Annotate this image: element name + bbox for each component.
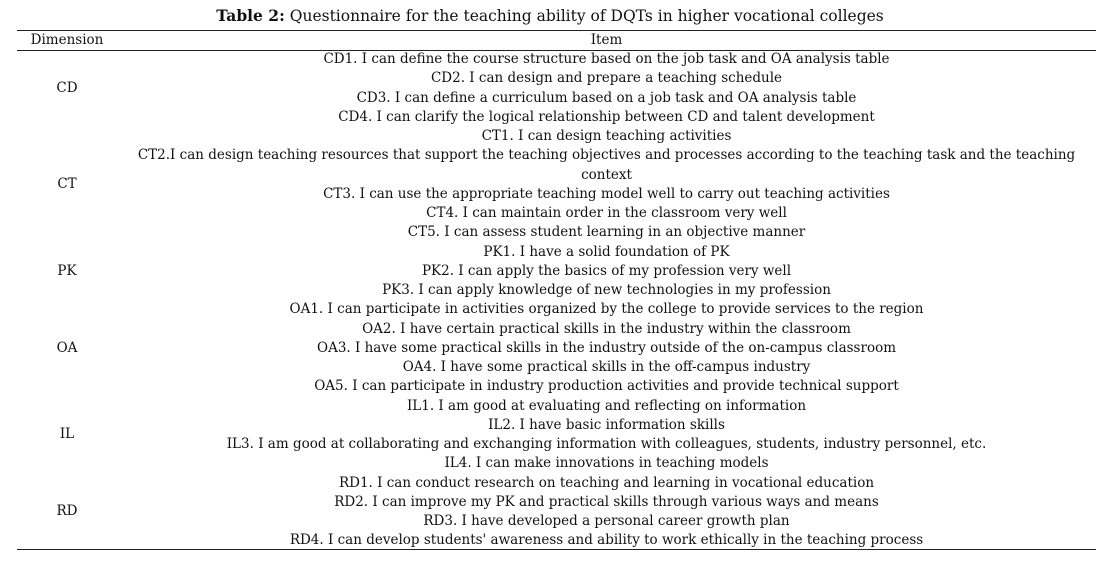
table-bottom-rule (17, 549, 1096, 550)
dimension-group (17, 243, 1096, 301)
item-cell: IL1. I am good at evaluating and reflecting on information (406, 397, 807, 414)
table-header-row (17, 30, 1096, 50)
item-cell: IL3. I am good at collaborating and exchanging information with colleagues, students, industry personnel, etc. (226, 436, 987, 452)
item-cell: CD3. I can define a curriculum based on a job task and OA analysis table (356, 89, 857, 106)
dimension-group (17, 300, 1096, 396)
dimension-group (17, 50, 1096, 127)
item-cell: CT4. I can maintain order in the classroom very well (426, 205, 787, 221)
item-cell: RD1. I can conduct research on teaching and learning in vocational education (338, 474, 875, 491)
item-cell: PK2. I can apply the basics of my profession very well (421, 262, 792, 279)
table-caption (0, 6, 1100, 26)
dimension-cell: IL (59, 426, 75, 443)
item-cell-group (117, 300, 1096, 396)
item-cell: CT1. I can design teaching activities (481, 128, 732, 144)
dimension-group (17, 397, 1096, 474)
item-cell: RD2. I can improve my PK and practical skills through various ways and means (334, 493, 879, 510)
item-cell: CD2. I can design and prepare a teaching schedule (430, 70, 783, 87)
item-cell: OA5. I can participate in industry production activities and provide technical support (314, 378, 899, 395)
item-cell: PK3. I can apply knowledge of new technologies in my profession (382, 282, 831, 298)
item-cell: OA1. I can participate in activities organized by the college to provide services to the region (289, 301, 924, 318)
item-cell: CT5. I can assess student learning in an objective manner (407, 224, 806, 241)
item-cell-group (117, 474, 1096, 551)
item-cell: CT2.I can design teaching resources that support the teaching objectives and processes according to the teaching task and the teaching context (137, 147, 1076, 183)
item-cell-group (117, 127, 1096, 243)
item-cell: CD1. I can define the course structure based on the job task and OA analysis table (323, 51, 890, 67)
dimension-cell: CD (56, 79, 78, 96)
dimension-cell: RD (56, 503, 78, 520)
dimension-cell: CT (57, 176, 77, 193)
item-cell: RD4. I can develop students' awareness and ability to work ethically in the teaching process (289, 532, 924, 549)
item-cell: OA4. I have some practical skills in the off-campus industry (402, 359, 811, 375)
table-caption-text: Questionnaire for the teaching ability of DQTs in higher vocational colleges (284, 7, 884, 25)
column-header-dimension: Dimension (30, 32, 104, 48)
table-body (17, 50, 1096, 551)
dimension-cell: PK (57, 262, 77, 279)
dimension-group (17, 127, 1096, 243)
item-cell: CD4. I can clarify the logical relationship between CD and talent development (338, 108, 875, 125)
item-cell: IL2. I have basic information skills (488, 416, 725, 433)
item-cell-group (117, 397, 1096, 474)
item-cell: RD3. I have developed a personal career growth plan (423, 513, 790, 529)
column-header-item: Item (590, 32, 623, 48)
item-cell: OA3. I have some practical skills in the industry outside of the on-campus classroom (317, 339, 896, 356)
dimension-cell: OA (56, 339, 78, 356)
item-cell-group (117, 50, 1096, 127)
item-cell: PK1. I have a solid foundation of PK (483, 243, 730, 260)
item-cell: OA2. I have certain practical skills in the industry within the classroom (362, 320, 851, 337)
table-caption-label: Table 2: (216, 6, 285, 25)
item-cell-group (117, 243, 1096, 301)
item-cell: IL4. I can make innovations in teaching models (444, 455, 769, 472)
dimension-group (17, 474, 1096, 551)
item-cell: CT3. I can use the appropriate teaching model well to carry out teaching activities (323, 185, 890, 202)
